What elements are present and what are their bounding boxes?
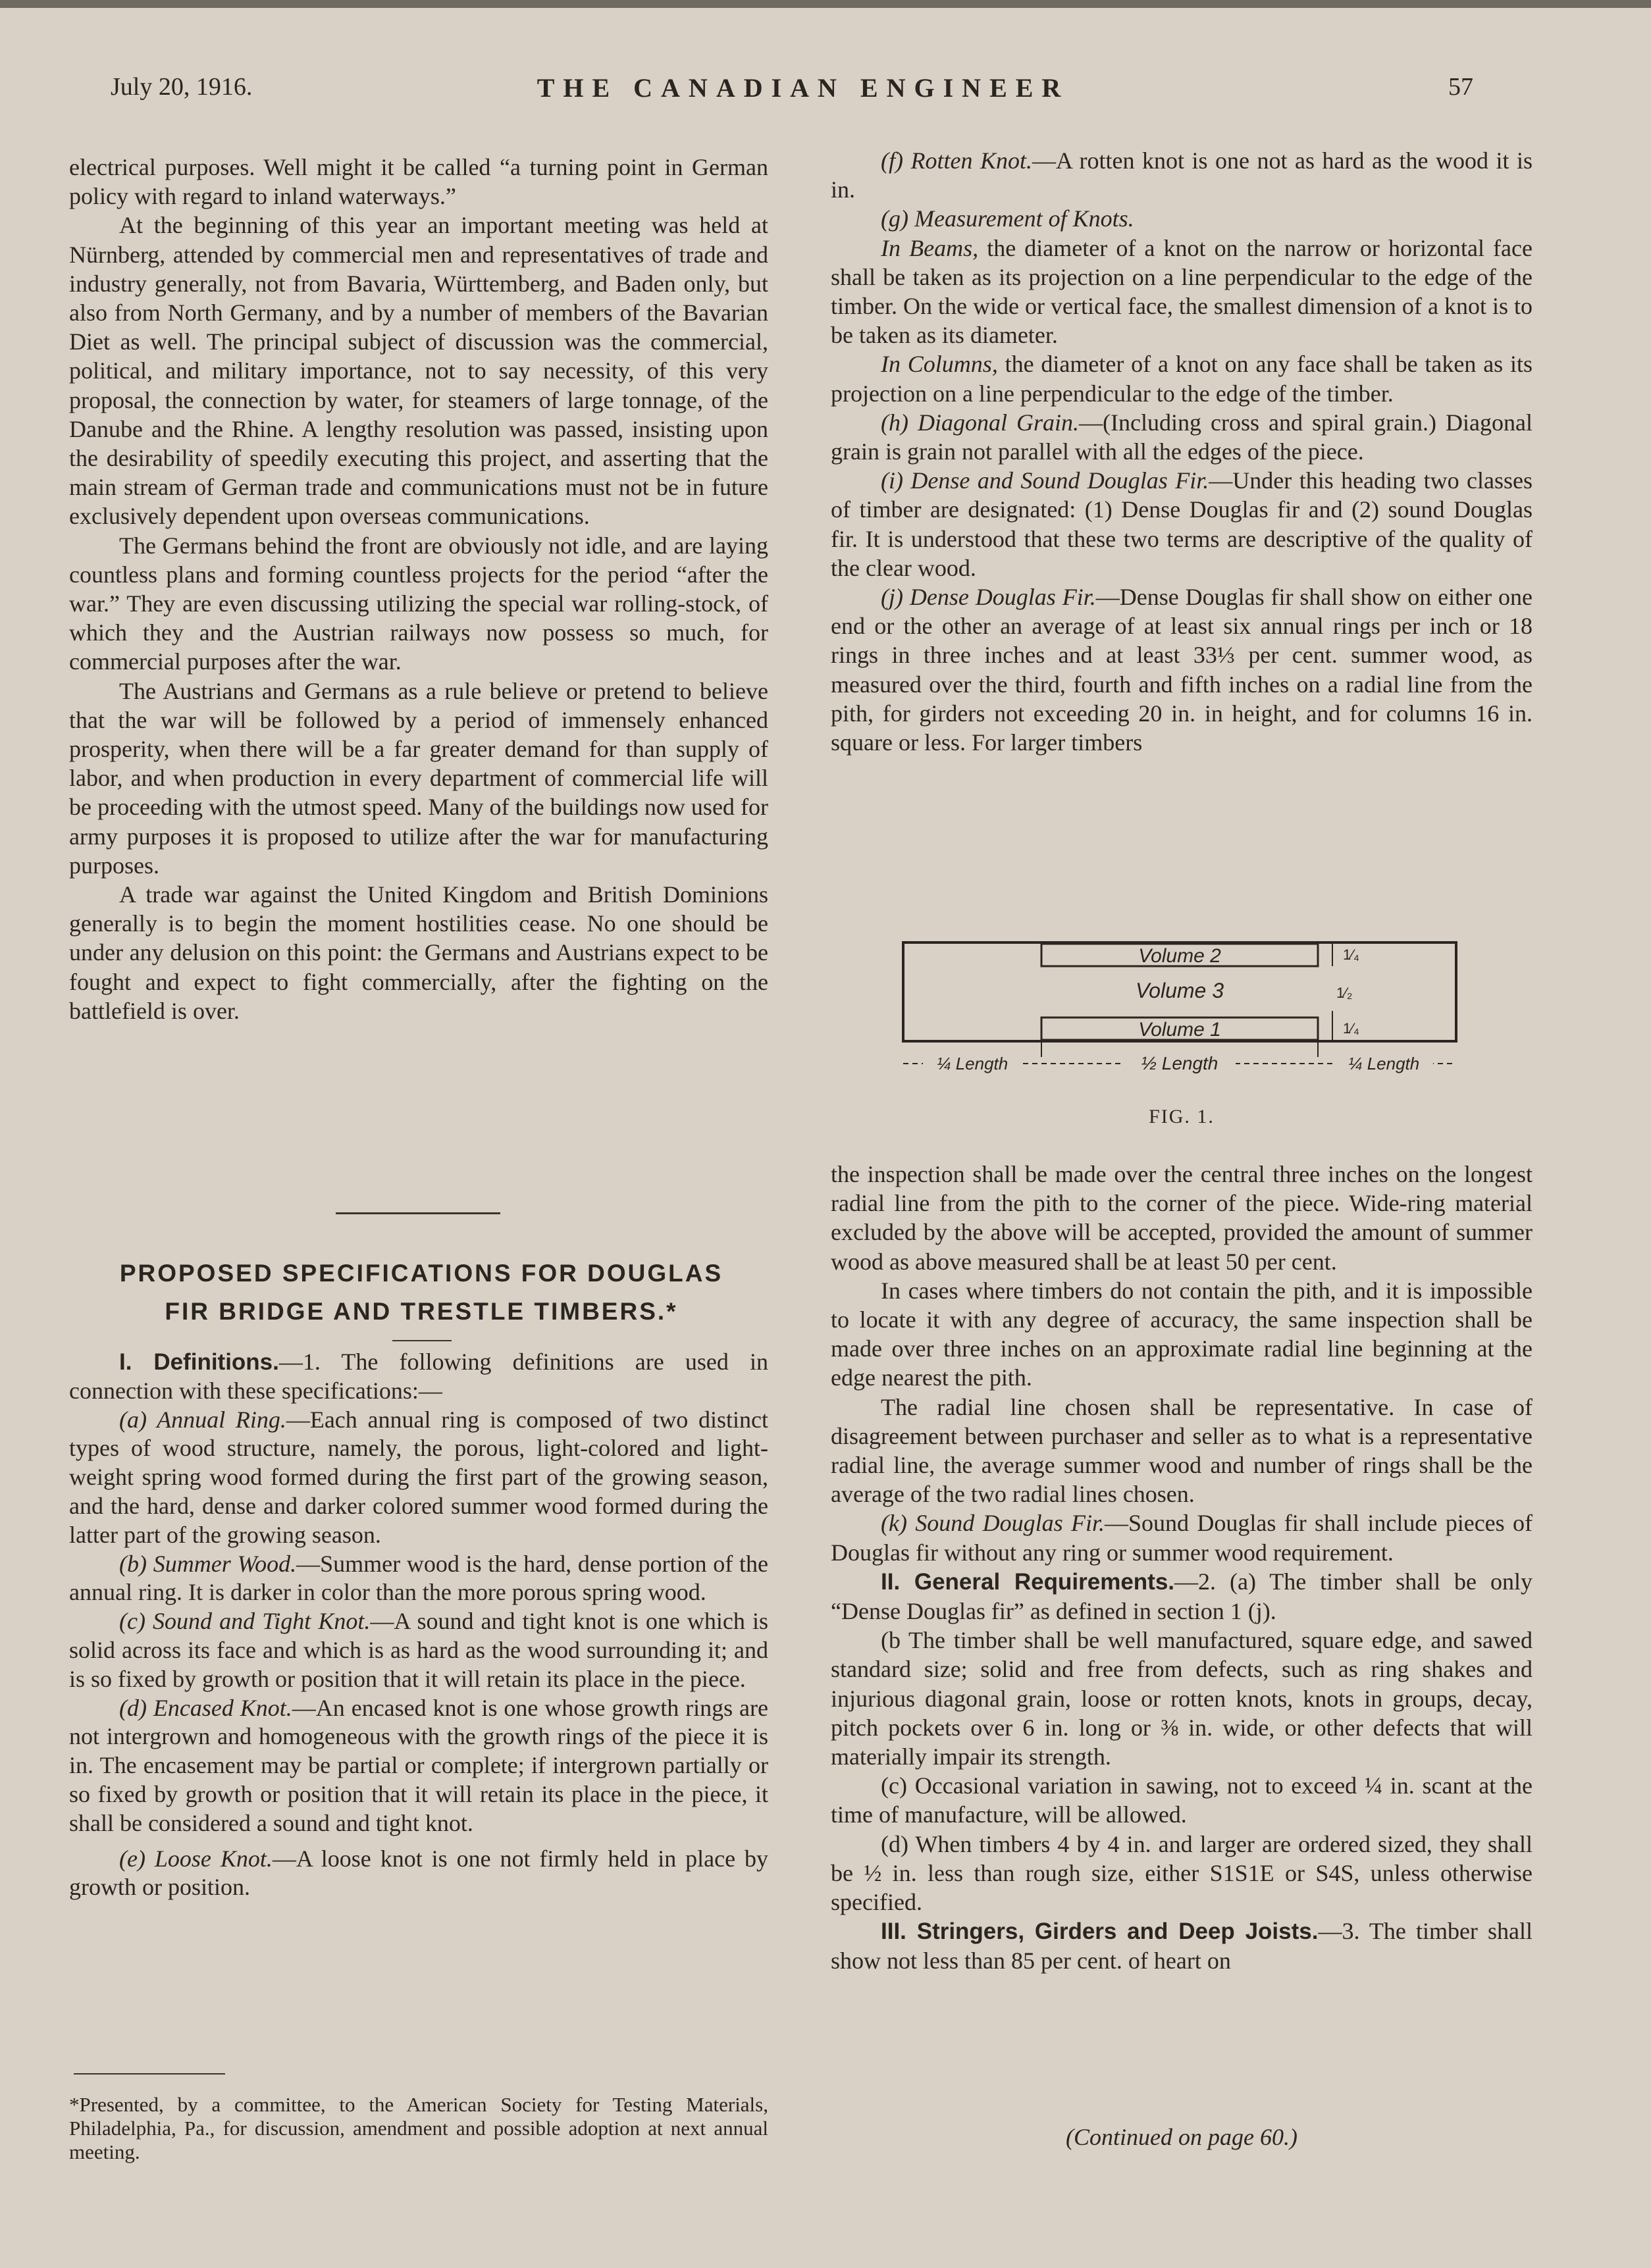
right-column-lower [831,1160,1533,1976]
beams-text: In Beams, the diameter of a knot on the narrow or horizontal face shall be taken as its projection on a line perpendicular to the edge of the timber. On the wide or vertical face, the smallest dimension of a knot is to be taken as its diameter. [831,234,1533,349]
article-heading-line2: FIR BRIDGE AND TRESTLE TIMBERS.* [165,1298,678,1325]
header-date: July 20, 1916. [111,73,253,101]
definition-h: (h) Diagonal Grain.—(Including cross and spiral grain.) Diagonal grain is grain not parallel with all the edges of the piece. [831,409,1533,465]
definition-j: (j) Dense Douglas Fir.—Dense Douglas fir shall show on either one end or the other an average of at least six annual rings per inch or 18 rings in three inches and at least 33⅓ per cent. summer wood, as measured over the third, fourth and fifth inches on a radial line from the pith, for girders not exceeding 20 in. in height, and for columns 16 in. square or less. For larger timbers [831,584,1533,756]
header-title: THE CANADIAN ENGINEER [537,73,1070,103]
columns-text: In Columns, the diameter of a knot on any face shall be taken as its projection on a line perpendicular to the edge of the timber. [831,351,1533,407]
paragraph: electrical purposes. Well might it be called “a turning point in German policy with regard to inland waterways.” [69,154,768,210]
paragraph: At the beginning of this year an important meeting was held at Nürnberg, attended by commercial men and representatives of trade and industry generally, not from Bavaria, Württemberg, and Baden only, but also from North Germany, and by a number of members of the Bavarian Diet as well. The principal subject of discussion was the commercial, political, and military importance, not to say necessity, of this very proposal, the connection by water, for steamers of large tonnage, of the Danube and the Rhine. A lengthy resolution was passed, insisting upon the desirability of speedily executing this project, and asserting that the main stream of German trade and communications must not be in future exclusively dependent upon overseas communications. [69,212,768,530]
footnote-rule [74,2073,225,2075]
definition-e: (e) Loose Knot.—A loose knot is one not firmly held in place by growth or position. [69,1845,768,1901]
right-column-upper [831,146,1533,757]
figure-caption: FIG. 1. [1149,1106,1215,1127]
page-top-border [0,0,1651,8]
figure-1-diagram [897,935,1463,1079]
general-requirements-b: (b The timber shall be well manufactured, square edge, and sawed standard size; solid and free from defects, such as ring shakes and injurious diagonal grain, loose or rotten knots, knots in groups, decay, pitch pockets over 6 in. long or ⅜ in. wide, or other defects that will materially impair its strength. [831,1627,1533,1770]
dimension-top-label: 1⁄₄ [1343,946,1359,963]
definition-c: (c) Sound and Tight Knot.—A sound and tight knot is one which is solid across its face and which is as hard as the wood surrounding it; and is so fixed by growth or position that it will retain its place in the piece. [69,1608,768,1692]
half-length-label: ½ Length [1141,1053,1219,1073]
volume-2-label: Volume 2 [1138,945,1221,967]
definition-a: (a) Annual Ring.—Each annual ring is composed of two distinct types of wood structure, namely, the porous, light-colored and light-weight spring wood formed during the first part of the growing season, and the hard, dense and darker colored summer wood formed during the latter part of the growing season. [69,1406,768,1548]
dimension-mid-label: 1⁄₂ [1336,985,1353,1001]
heading-underline [392,1340,452,1341]
paragraph: the inspection shall be made over the central three inches on the longest radial line from the pith to the corner of the piece. Wide-ring material excluded by the above will be accepted, provided the amount of summer wood as above measured shall be at least 50 per cent. [831,1161,1533,1275]
quarter-length-right-label: ¼ Length [1348,1054,1420,1073]
footnote: *Presented, by a committee, to the American Society for Testing Materials, Philadelphia, Pa., for discussion, amendment and possible adoption at next annual meeting. [69,2093,768,2163]
article-heading [72,1254,770,1331]
left-column-text [69,153,768,1025]
paragraph: The Austrians and Germans as a rule believe or pretend to believe that the war will be followed by a period of immensely enhanced prosperity, when there will be a far greater demand for than supply of labor, and when production in every department of commercial life will be proceeding with the utmost speed. Many of the buildings now used for army purposes it is proposed to utilize after the war for manufacturing purposes. [69,677,768,879]
quarter-length-left-label: ¼ Length [936,1054,1009,1073]
general-requirements-a: II. General Requirements.—2. (a) The timber shall be only “Dense Douglas fir” as defined in section 1 (j). [831,1568,1533,1625]
header-page-number: 57 [1448,73,1473,101]
definitions-intro: I. Definitions.—1. The following definitions are used in connection with these specifications:— [69,1349,768,1404]
definition-b: (b) Summer Wood.—Summer wood is the hard, dense portion of the annual ring. It is darker in color than the more porous spring wood. [69,1550,768,1606]
volume-1-label: Volume 1 [1138,1019,1221,1041]
paragraph: In cases where timbers do not contain the pith, and it is impossible to locate it with any degree of accuracy, the same inspection shall be made over three inches on an approximate radial line beginning at the edge nearest the pith. [831,1277,1533,1391]
definition-i: (i) Dense and Sound Douglas Fir.—Under this heading two classes of timber are designated: (1) Dense Douglas fir and (2) sound Douglas fir. It is understood that these two terms are descriptive of the quality of the clear wood. [831,467,1533,581]
paragraph: The Germans behind the front are obviously not idle, and are laying countless plans and forming countless projects for the period “after the war.” They are even discussing utilizing the special war rolling-stock, of which they and the Austrian railways now possess so much, for commercial purposes after the war. [69,532,768,675]
paragraph: A trade war against the United Kingdom and British Dominions generally is to begin the moment hostilities cease. No one should be under any delusion on this point: the Germans and Austrians expect to be fought and expect to fight commercially, after the fighting on the battlefield is over. [69,881,768,1024]
definition-d: (d) Encased Knot.—An encased knot is one whose growth rings are not intergrown and homogeneous with the growth rings of the piece it is in. The encasement may be partial or complete; if intergrown partially or so fixed by growth or position that it will retain its place in the piece, it shall be considered a sound and tight knot. [69,1694,768,1836]
section-divider [336,1212,500,1214]
definitions-section [69,1348,768,1902]
paragraph: The radial line chosen shall be representative. In case of disagreement between purchaser and seller as to what is a representative radial line, the average summer wood and number of rings shall be the average of the two radial lines chosen. [831,1393,1533,1508]
definition-f: (f) Rotten Knot.—A rotten knot is one not as hard as the wood it is in. [831,147,1533,203]
volume-3-label: Volume 3 [1136,979,1224,1002]
article-heading-line1: PROPOSED SPECIFICATIONS FOR DOUGLAS [119,1260,723,1287]
definition-g: (g) Measurement of Knots. [881,205,1134,232]
continued-note: (Continued on page 60.) [1066,2124,1297,2150]
general-requirements-c: (c) Occasional variation in sawing, not to exceed ¼ in. scant at the time of manufacture, will be allowed. [831,1772,1533,1828]
definition-k: (k) Sound Douglas Fir.—Sound Douglas fir shall include pieces of Douglas fir without any ring or summer wood requirement. [831,1510,1533,1566]
general-requirements-d: (d) When timbers 4 by 4 in. and larger are ordered sized, they shall be ½ in. less than rough size, either S1S1E or S4S, unless otherwise specified. [831,1830,1533,1916]
dimension-bot-label: 1⁄₄ [1343,1020,1359,1037]
stringers-text: III. Stringers, Girders and Deep Joists.—3. The timber shall show not less than 85 per cent. of heart on [831,1918,1533,1974]
